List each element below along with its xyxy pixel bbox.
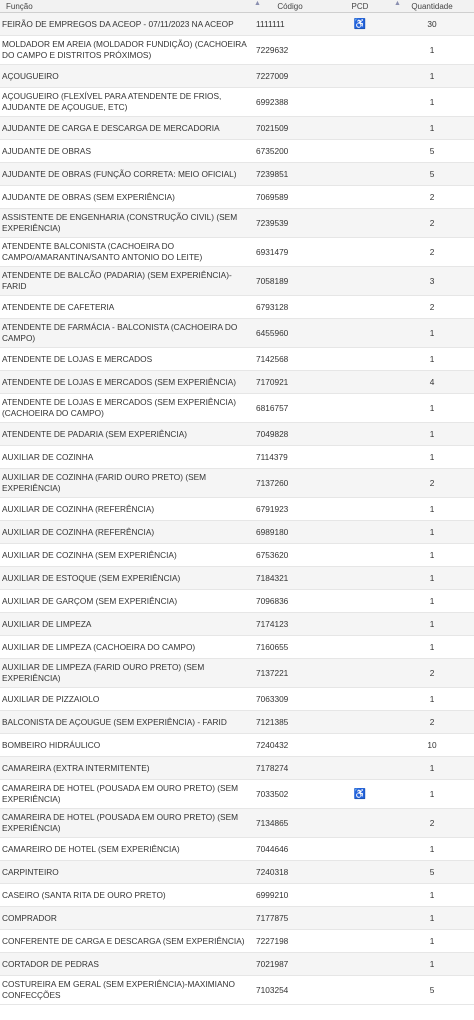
cell-codigo: 7239539 [250,209,330,238]
cell-funcao: AUXILIAR DE COZINHA [0,446,250,469]
header-codigo-label: Código [277,1,303,11]
table-row[interactable] [0,521,474,544]
cell-pcd [330,590,390,613]
cell-codigo: 7137260 [250,469,330,498]
table-row[interactable] [0,209,474,238]
header-quantidade-label: Quantidade [411,1,453,11]
cell-funcao: CORTADOR DE PEDRAS [0,953,250,976]
cell-quantidade: 1 [390,544,474,567]
cell-pcd [330,809,390,838]
cell-codigo: 7069589 [250,186,330,209]
cell-funcao: AUXILIAR DE GARÇOM (SEM EXPERIÊNCIA) [0,590,250,613]
cell-pcd [330,544,390,567]
cell-quantidade: 1 [390,498,474,521]
table-row[interactable] [0,117,474,140]
cell-codigo: 7229632 [250,36,330,65]
cell-quantidade: 1 [390,590,474,613]
cell-codigo: 7142568 [250,348,330,371]
table-row[interactable] [0,780,474,809]
cell-quantidade: 1 [390,88,474,117]
table-row[interactable] [0,423,474,446]
cell-codigo: 6735200 [250,140,330,163]
cell-funcao: CAMAREIRA DE HOTEL (POUSADA EM OURO PRETO) (SEM EXPERIÊNCIA) [0,809,250,838]
cell-quantidade: 2 [390,469,474,498]
table-row[interactable] [0,394,474,423]
cell-pcd [330,780,390,809]
cell-quantidade: 2 [390,659,474,688]
cell-funcao: ATENDENTE BALCONISTA (CACHOEIRA DO CAMPO/AMARANTINA/SANTO ANTONIO DO LEITE) [0,238,250,267]
cell-codigo: 7103254 [250,976,330,1005]
cell-quantidade: 2 [390,711,474,734]
table-row[interactable] [0,809,474,838]
cell-quantidade: 5 [390,163,474,186]
cell-quantidade: 2 [390,296,474,319]
table-row[interactable] [0,13,474,36]
cell-quantidade: 1 [390,521,474,544]
table-row[interactable] [0,65,474,88]
cell-funcao: AUXILIAR DE PIZZAIOLO [0,688,250,711]
cell-codigo: 7240432 [250,734,330,757]
cell-codigo: 6753620 [250,544,330,567]
table-row[interactable] [0,688,474,711]
cell-funcao: CONFERENTE DE CARGA E DESCARGA (SEM EXPERIÊNCIA) [0,930,250,953]
cell-codigo: 6793128 [250,296,330,319]
table-row[interactable] [0,238,474,267]
cell-quantidade: 1 [390,65,474,88]
table-row[interactable] [0,544,474,567]
cell-quantidade: 3 [390,267,474,296]
cell-pcd [330,521,390,544]
table-row[interactable] [0,186,474,209]
cell-pcd [330,953,390,976]
cell-pcd [330,636,390,659]
cell-quantidade: 1 [390,394,474,423]
cell-codigo: 6455960 [250,319,330,348]
cell-quantidade: 1 [390,953,474,976]
sort-up-icon[interactable]: ▲ [254,0,261,7]
cell-quantidade: 2 [390,186,474,209]
cell-quantidade: 1 [390,36,474,65]
table-row[interactable] [0,319,474,348]
cell-codigo: 7063309 [250,688,330,711]
cell-codigo: 1111111 [250,13,330,36]
table-row[interactable] [0,613,474,636]
cell-pcd [330,838,390,861]
header-quantidade[interactable] [390,0,474,13]
table-row[interactable] [0,907,474,930]
cell-funcao: CAMAREIRA (EXTRA INTERMITENTE) [0,757,250,780]
cell-funcao: ATENDENTE DE FARMÁCIA - BALCONISTA (CACHOEIRA DO CAMPO) [0,319,250,348]
cell-funcao: CAMAREIRA DE HOTEL (POUSADA EM OURO PRETO) (SEM EXPERIÊNCIA) [0,780,250,809]
cell-codigo: 7058189 [250,267,330,296]
cell-funcao: AUXILIAR DE COZINHA (REFERÊNCIA) [0,521,250,544]
table-row[interactable] [0,590,474,613]
cell-codigo: 7174123 [250,613,330,636]
cell-pcd [330,884,390,907]
cell-codigo: 7227009 [250,65,330,88]
cell-codigo: 6791923 [250,498,330,521]
table-row[interactable] [0,659,474,688]
cell-codigo: 7160655 [250,636,330,659]
table-header-row [0,0,474,13]
cell-pcd [330,348,390,371]
cell-funcao: AUXILIAR DE LIMPEZA [0,613,250,636]
cell-funcao: AUXILIAR DE ESTOQUE (SEM EXPERIÊNCIA) [0,567,250,590]
table-row[interactable] [0,838,474,861]
cell-funcao: BALCONISTA DE AÇOUGUE (SEM EXPERIÊNCIA) - FARID [0,711,250,734]
table-row[interactable] [0,446,474,469]
cell-pcd [330,238,390,267]
cell-codigo: 6999210 [250,884,330,907]
cell-funcao: AUXILIAR DE COZINHA (FARID OURO PRETO) (SEM EXPERIÊNCIA) [0,469,250,498]
table-body [0,13,474,1005]
cell-pcd [330,659,390,688]
cell-codigo: 7170921 [250,371,330,394]
cell-pcd [330,394,390,423]
cell-pcd [330,861,390,884]
cell-codigo: 7177875 [250,907,330,930]
cell-funcao: FEIRÃO DE EMPREGOS DA ACEOP - 07/11/2023 NA ACEOP [0,13,250,36]
cell-funcao: CAMAREIRO DE HOTEL (SEM EXPERIÊNCIA) [0,838,250,861]
cell-codigo: 6989180 [250,521,330,544]
cell-funcao: ATENDENTE DE LOJAS E MERCADOS (SEM EXPERIÊNCIA) (CACHOEIRA DO CAMPO) [0,394,250,423]
cell-funcao: COMPRADOR [0,907,250,930]
header-funcao-label: Função [6,1,33,11]
cell-quantidade: 1 [390,423,474,446]
cell-codigo: 7137221 [250,659,330,688]
cell-pcd [330,567,390,590]
table-row[interactable] [0,711,474,734]
cell-funcao: MOLDADOR EM AREIA (MOLDADOR FUNDIÇÃO) (CACHOEIRA DO CAMPO E DISTRITOS PRÓXIMOS) [0,36,250,65]
cell-funcao: ATENDENTE DE CAFETERIA [0,296,250,319]
table-row[interactable] [0,267,474,296]
table-row[interactable] [0,498,474,521]
cell-pcd [330,711,390,734]
cell-codigo: 7134865 [250,809,330,838]
cell-codigo: 7021509 [250,117,330,140]
table-row[interactable] [0,140,474,163]
cell-codigo: 7021987 [250,953,330,976]
cell-pcd [330,688,390,711]
cell-pcd [330,267,390,296]
cell-quantidade: 1 [390,636,474,659]
cell-quantidade: 1 [390,884,474,907]
cell-pcd [330,319,390,348]
cell-pcd [330,209,390,238]
cell-pcd [330,907,390,930]
cell-quantidade: 1 [390,780,474,809]
cell-funcao: ATENDENTE DE LOJAS E MERCADOS [0,348,250,371]
cell-quantidade: 2 [390,809,474,838]
cell-funcao: BOMBEIRO HIDRÁULICO [0,734,250,757]
cell-codigo: 7178274 [250,757,330,780]
cell-quantidade: 1 [390,348,474,371]
cell-quantidade: 1 [390,757,474,780]
table-row[interactable] [0,36,474,65]
cell-funcao: ATENDENTE DE LOJAS E MERCADOS (SEM EXPERIÊNCIA) [0,371,250,394]
cell-codigo: 7114379 [250,446,330,469]
cell-pcd [330,88,390,117]
cell-funcao: AUXILIAR DE COZINHA (SEM EXPERIÊNCIA) [0,544,250,567]
cell-quantidade: 1 [390,930,474,953]
cell-quantidade: 1 [390,838,474,861]
cell-quantidade: 1 [390,319,474,348]
cell-pcd [330,734,390,757]
cell-quantidade: 1 [390,613,474,636]
cell-pcd [330,976,390,1005]
cell-codigo: 7044646 [250,838,330,861]
cell-funcao: CARPINTEIRO [0,861,250,884]
cell-quantidade: 5 [390,976,474,1005]
table-row[interactable] [0,930,474,953]
cell-codigo: 7121385 [250,711,330,734]
table-row[interactable] [0,371,474,394]
table-row[interactable] [0,636,474,659]
cell-codigo: 7096836 [250,590,330,613]
table-row[interactable] [0,976,474,1005]
wheelchair-icon: ♿ [353,788,367,800]
cell-funcao: CASEIRO (SANTA RITA DE OURO PRETO) [0,884,250,907]
cell-funcao: AÇOUGUEIRO (FLEXÍVEL PARA ATENDENTE DE FRIOS, AJUDANTE DE AÇOUGUE, ETC) [0,88,250,117]
table-row[interactable] [0,469,474,498]
cell-funcao: AUXILIAR DE LIMPEZA (CACHOEIRA DO CAMPO) [0,636,250,659]
cell-codigo: 7033502 [250,780,330,809]
sort-up-icon[interactable]: ▲ [394,0,401,7]
cell-pcd [330,446,390,469]
cell-funcao: AJUDANTE DE OBRAS (FUNÇÃO CORRETA: MEIO OFICIAL) [0,163,250,186]
cell-pcd [330,186,390,209]
cell-pcd [330,163,390,186]
cell-codigo: 6992388 [250,88,330,117]
cell-pcd [330,757,390,780]
table-row[interactable] [0,163,474,186]
table-row[interactable] [0,884,474,907]
cell-quantidade: 5 [390,140,474,163]
cell-funcao: AJUDANTE DE OBRAS [0,140,250,163]
cell-pcd [330,296,390,319]
cell-pcd [330,930,390,953]
table-row[interactable] [0,567,474,590]
cell-codigo: 7240318 [250,861,330,884]
cell-quantidade: 30 [390,13,474,36]
cell-quantidade: 1 [390,117,474,140]
table-row[interactable] [0,296,474,319]
header-codigo[interactable] [250,0,330,13]
cell-quantidade: 5 [390,861,474,884]
cell-funcao: ATENDENTE DE PADARIA (SEM EXPERIÊNCIA) [0,423,250,446]
cell-codigo: 7184321 [250,567,330,590]
cell-funcao: ATENDENTE DE BALCÃO (PADARIA) (SEM EXPERIÊNCIA)-FARID [0,267,250,296]
table-row[interactable] [0,88,474,117]
cell-quantidade: 1 [390,567,474,590]
cell-pcd [330,423,390,446]
cell-pcd [330,371,390,394]
cell-pcd [330,498,390,521]
cell-pcd [330,117,390,140]
cell-pcd [330,13,390,36]
cell-pcd [330,469,390,498]
cell-quantidade: 1 [390,907,474,930]
cell-funcao: ASSISTENTE DE ENGENHARIA (CONSTRUÇÃO CIVIL) (SEM EXPERIÊNCIA) [0,209,250,238]
cell-quantidade: 1 [390,688,474,711]
cell-codigo: 6931479 [250,238,330,267]
header-pcd-label: PCD [351,1,369,11]
cell-quantidade: 4 [390,371,474,394]
cell-codigo: 6816757 [250,394,330,423]
table-row[interactable] [0,734,474,757]
table-row[interactable] [0,757,474,780]
table-row[interactable] [0,953,474,976]
cell-funcao: AUXILIAR DE COZINHA (REFERÊNCIA) [0,498,250,521]
header-funcao[interactable] [0,0,250,13]
cell-quantidade: 1 [390,446,474,469]
table-row[interactable] [0,861,474,884]
cell-funcao: COSTUREIRA EM GERAL (SEM EXPERIÊNCIA)-MAXIMIANO CONFECÇÕES [0,976,250,1005]
cell-pcd [330,140,390,163]
cell-codigo: 7239851 [250,163,330,186]
cell-quantidade: 2 [390,238,474,267]
header-pcd[interactable] [330,0,390,13]
cell-pcd [330,613,390,636]
cell-quantidade: 2 [390,209,474,238]
wheelchair-icon: ♿ [353,18,367,30]
cell-pcd [330,65,390,88]
cell-codigo: 7227198 [250,930,330,953]
cell-funcao: AJUDANTE DE OBRAS (SEM EXPERIÊNCIA) [0,186,250,209]
cell-quantidade: 10 [390,734,474,757]
cell-funcao: AJUDANTE DE CARGA E DESCARGA DE MERCADORIA [0,117,250,140]
cell-codigo: 7049828 [250,423,330,446]
cell-funcao: AÇOUGUEIRO [0,65,250,88]
table-row[interactable] [0,348,474,371]
cell-funcao: AUXILIAR DE LIMPEZA (FARID OURO PRETO) (SEM EXPERIÊNCIA) [0,659,250,688]
cell-pcd [330,36,390,65]
